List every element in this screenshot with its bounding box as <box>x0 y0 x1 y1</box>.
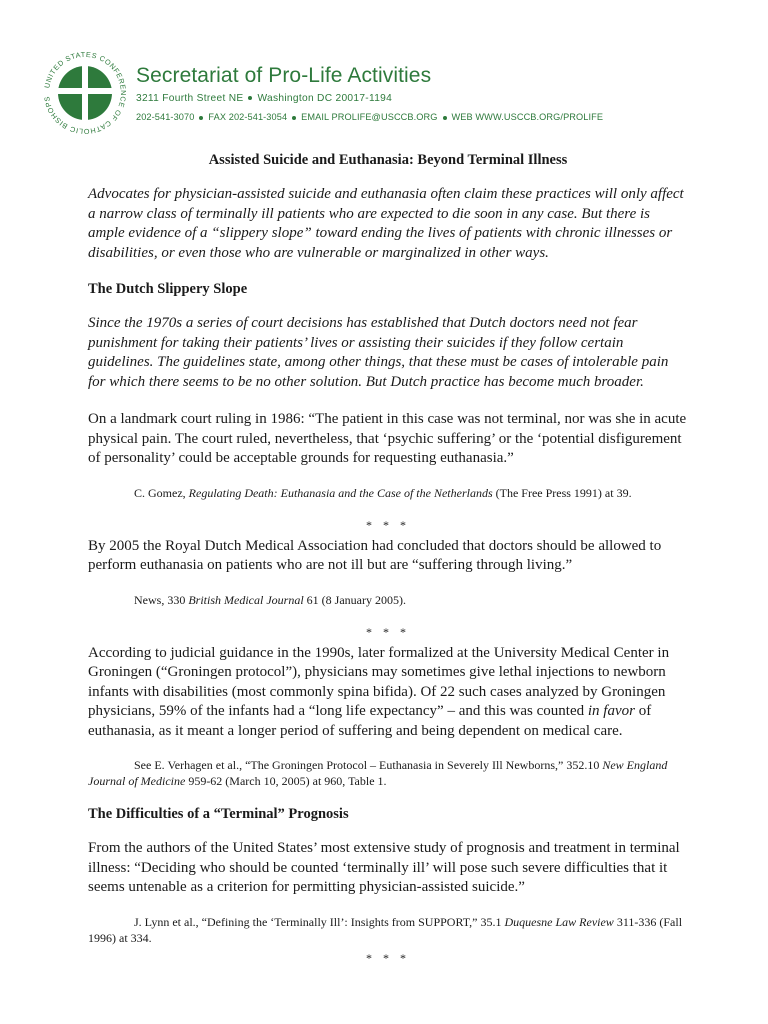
usccb-seal-logo <box>40 48 130 138</box>
paragraph-groningen: According to judicial guidance in the 1990s, later formalized at the University Medical Center in Groningen (“Groningen protocol”), physicians may sometimes give lethal injections to newborn infants with disabilities (most commonly spina bifida). Of 22 such cases analyzed by Groningen physicians, 59% of the infants had a “long life expectancy” – and this was counted in favor of euthanasia, as it meant a longer period of suffering and being dependent on medical care. <box>88 644 670 739</box>
citation-verhagen: See E. Verhagen et al., “The Groningen Protocol – Euthanasia in Severely Ill Newborns,” 352.10 New England Journal of Medicine 959-62 (March 10, 2005) at 960, Table 1. <box>88 758 668 788</box>
web-address: WEB WWW.USCCB.ORG/PROLIFE <box>451 112 604 122</box>
citation-lynn: J. Lynn et al., “Defining the ‘Terminally Ill’: Insights from SUPPORT,” 35.1 Duquesne Law Review 311-336 (Fall 1996) at 334. <box>88 914 683 945</box>
bullet-icon <box>248 96 252 100</box>
phone-number: 202-541-3070 <box>136 112 195 122</box>
bullet-icon <box>443 116 447 120</box>
email-address: EMAIL PROLIFE@USCCB.ORG <box>301 112 438 122</box>
contact-line <box>136 112 603 122</box>
section-heading-dutch: The Dutch Slippery Slope <box>88 281 248 297</box>
citation-gomez: C. Gomez, Regulating Death: Euthanasia and the Case of the Netherlands (The Free Press 1991) at 39. <box>134 485 632 500</box>
section-lead-dutch: Since the 1970s a series of court decisions has established that Dutch doctors need not fear punishment for taking their patients’ lives or assisting their suicides if they follow certain guidelines. The guidelines state, among other things, that these must be cases of intolerable pain for which there seems to be no other solution. But Dutch practice has become much broader. <box>88 315 669 390</box>
section-separator: * * * <box>366 624 410 639</box>
fax-number: FAX 202-541-3054 <box>208 112 288 122</box>
paragraph-support-study: From the authors of the United States’ most extensive study of prognosis and treatment in terminal illness: “Deciding who should be counted ‘terminally ill’ will pose such severe difficulties that it seems untenable as a criterion for permitting physician-assisted suicide.” <box>88 840 680 895</box>
citation-bmj: News, 330 British Medical Journal 61 (8 January 2005). <box>134 592 406 607</box>
document-title: Assisted Suicide and Euthanasia: Beyond Terminal Illness <box>208 152 568 168</box>
bullet-icon <box>292 116 296 120</box>
svg-text:UNITED STATES CONFERENCE OF CA: UNITED STATES CONFERENCE OF CATHOLIC BISHOPS <box>42 49 129 137</box>
paragraph-court-ruling: On a landmark court ruling in 1986: “The patient in this case was not terminal, nor was she in acute physical pain. The court ruled, nevertheless, that ‘psychic suffering’ or the ‘potential disfigurement of personality’ could be acceptable grounds for requesting euthanasia.” <box>88 411 687 466</box>
intro-paragraph: Advocates for physician-assisted suicide and euthanasia often claim these practices will only affect a narrow class of terminally ill patients who are expected to die soon in any case. But there is ample evidence of a “slippery slope” toward ending the lives of patients with chronic illnesses or disabilities, or even those who are vulnerable or marginalized in other ways. <box>88 186 684 261</box>
section-separator: * * * <box>366 950 410 965</box>
letterhead <box>40 48 740 138</box>
organization-address <box>136 93 392 104</box>
bullet-icon <box>199 116 203 120</box>
paragraph-medical-association: By 2005 the Royal Dutch Medical Association had concluded that doctors should be allowed to perform euthanasia on patients who are not ill but are “suffering through living.” <box>88 537 662 573</box>
address-street: 3211 Fourth Street NE <box>136 93 244 104</box>
section-heading-prognosis: The Difficulties of a “Terminal” Prognosis <box>88 806 349 822</box>
organization-name: Secretariat of Pro-Life Activities <box>136 64 432 87</box>
section-separator: * * * <box>366 517 410 532</box>
address-city: Washington DC 20017-1194 <box>257 93 393 104</box>
document-body <box>88 152 688 970</box>
